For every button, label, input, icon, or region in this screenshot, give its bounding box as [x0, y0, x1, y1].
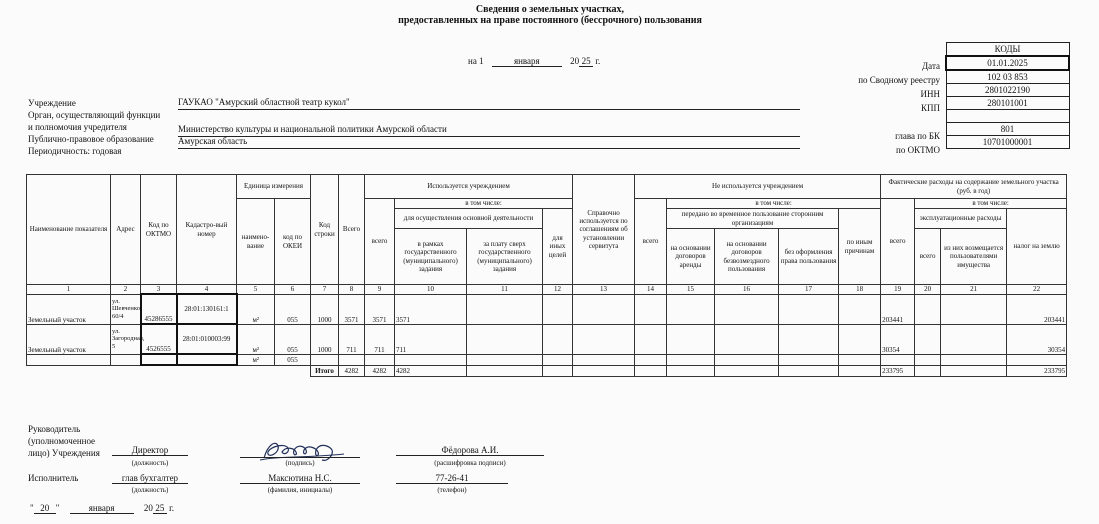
h-not-used-incl: в том числе: — [667, 199, 881, 209]
cell-empty — [111, 354, 141, 365]
code-inn: 2801022190 — [946, 84, 1069, 97]
cell-empty — [543, 365, 573, 376]
cell-empty — [1007, 354, 1067, 365]
uchrezhdenie-value: ГАУКАО "Амурский областной театр кукол" — [178, 97, 800, 110]
row-cadastre: 28:01:010003:99 — [177, 324, 237, 354]
cell-empty — [941, 365, 1007, 376]
sign-date-suffix: г. — [169, 503, 175, 513]
h-land-tax: налог на землю — [1007, 209, 1067, 285]
cell-empty — [635, 324, 667, 354]
code-registry: 102 03 853 — [946, 70, 1069, 84]
row-unit: м² — [237, 294, 275, 324]
year-prefix: 20 — [570, 56, 580, 66]
code-bk: 801 — [946, 123, 1069, 136]
row-state-task: 711 — [395, 324, 467, 354]
col-num: 16 — [715, 285, 779, 295]
exec-name: Максютина Н.С. — [240, 473, 360, 484]
total-land-tax: 233795 — [1007, 365, 1067, 376]
h-used-total: всего — [365, 199, 395, 285]
row-land-tax: 30354 — [1007, 324, 1067, 354]
h-unit-okei: код по ОКЕИ — [275, 199, 311, 285]
cell-empty — [365, 354, 395, 365]
col-num: 2 — [111, 285, 141, 295]
land-plots-table — [26, 174, 1067, 377]
row-okei: 055 — [275, 354, 311, 365]
cell-empty — [667, 294, 715, 324]
quote-open-icon: " — [30, 503, 34, 513]
quote-close-icon: " — [55, 503, 60, 513]
cell-empty — [839, 324, 881, 354]
exec-position-caption: (должность) — [131, 486, 169, 494]
cell-empty — [779, 365, 839, 376]
h-no-rights: без оформления права пользования — [779, 229, 839, 285]
row-address: ул. Загородная, 5 — [111, 324, 141, 354]
code-empty — [946, 110, 1069, 123]
exec-phone: 77-26-41 — [396, 473, 508, 484]
cell-empty — [543, 294, 573, 324]
cell-empty — [715, 354, 779, 365]
col-num: 5 — [237, 285, 275, 295]
h-name: Наименование показателя — [27, 175, 111, 285]
cell-empty — [915, 365, 941, 376]
row-cadastre: 28:01:130161:1 — [177, 294, 237, 324]
col-num: 14 — [635, 285, 667, 295]
head-label-3: лицо) Учреждения — [28, 448, 100, 458]
cell-empty — [915, 294, 941, 324]
codes-table — [945, 42, 1070, 149]
doc-title-line2: предоставленных на праве постоянного (бессрочного) пользования — [398, 15, 702, 26]
h-address: Адрес — [111, 175, 141, 285]
col-num: 3 — [141, 285, 177, 295]
row-oktmo: 4526555 — [141, 324, 177, 354]
col-num: 1 — [27, 285, 111, 295]
cell-empty — [27, 354, 111, 365]
cell-empty — [635, 294, 667, 324]
exec-position: глав бухгалтер — [112, 473, 188, 484]
row-state-task: 3571 — [395, 294, 467, 324]
column-numbers-row — [27, 285, 1067, 295]
row-total: 3571 — [339, 294, 365, 324]
year-suffix: г. — [595, 56, 601, 66]
cell-empty — [467, 324, 543, 354]
date-prefix: на 1 — [468, 56, 484, 66]
code-label-inn: ИНН — [920, 89, 940, 99]
cell-empty — [779, 324, 839, 354]
table-row — [27, 354, 1067, 365]
row-code: 1000 — [311, 324, 339, 354]
h-not-used: Не используется учреждением — [635, 175, 881, 199]
ppo-label: Публично-правовое образование — [28, 134, 154, 144]
sign-date-day: 20 — [34, 503, 56, 514]
h-over-task: за плату сверх государственного (муниципального) задания — [467, 229, 543, 285]
h-state-task: в рамках государственного (муниципального) задания — [395, 229, 467, 285]
organ-label-2: и полномочия учредителя — [28, 122, 127, 132]
row-okei: 055 — [275, 324, 311, 354]
sign-date-line — [30, 503, 174, 514]
cell-empty — [467, 294, 543, 324]
col-num: 11 — [467, 285, 543, 295]
cell-empty — [543, 324, 573, 354]
cell-empty — [667, 324, 715, 354]
cell-empty — [635, 365, 667, 376]
cell-empty — [941, 354, 1007, 365]
cell-empty — [839, 354, 881, 365]
code-kpp: 280101001 — [946, 97, 1069, 110]
position-caption: (должность) — [131, 459, 169, 467]
row-unit: м² — [237, 354, 275, 365]
col-num: 19 — [881, 285, 915, 295]
table-row — [27, 294, 1067, 324]
organ-label-1: Орган, осуществляющий функции — [28, 110, 161, 120]
h-lease: на основании договоров аренды — [667, 229, 715, 285]
cell-empty — [839, 365, 881, 376]
report-year: 25 — [579, 56, 593, 67]
cell-empty — [667, 354, 715, 365]
org-labels — [28, 97, 160, 157]
h-unit: Единица измерения — [237, 175, 311, 199]
report-month: января — [492, 56, 562, 67]
sign-date-year: 25 — [153, 503, 167, 514]
code-label-oktmo: по ОКТМО — [896, 145, 940, 155]
h-not-used-total: всего — [635, 199, 667, 285]
cell-empty — [395, 354, 467, 365]
cell-empty — [573, 354, 635, 365]
row-okei: 055 — [275, 294, 311, 324]
col-num: 4 — [177, 285, 237, 295]
cell-empty — [311, 354, 339, 365]
h-other-reasons: по иным причинам — [839, 209, 881, 285]
doc-title-line1: Сведения о земельных участках, — [475, 4, 625, 15]
cell-empty — [467, 354, 543, 365]
h-expenses — [881, 175, 1067, 199]
sign-date-year-prefix: 20 — [143, 503, 153, 513]
h-reference: Справочно используется по соглашениям об установлении сервитута — [573, 175, 635, 285]
cell-empty — [339, 354, 365, 365]
total-row — [27, 365, 1067, 376]
head-label-1: Руководитель — [28, 424, 81, 434]
h-row-code: Код строки — [311, 175, 339, 285]
col-num: 6 — [275, 285, 311, 295]
row-code: 1000 — [311, 294, 339, 324]
sign-date-month: января — [70, 503, 134, 514]
row-land-tax: 203441 — [1007, 294, 1067, 324]
cell-empty — [779, 354, 839, 365]
head-label-2: (уполномоченное — [28, 436, 96, 446]
col-num: 15 — [667, 285, 715, 295]
code-label-date: Дата — [922, 61, 940, 71]
code-oktmo: 10701000001 — [946, 136, 1069, 149]
code-label-registry: по Сводному реестру — [858, 75, 940, 85]
h-total: Всего — [339, 175, 365, 285]
table-row — [27, 324, 1067, 354]
h-op-reimbursed: из них возмещается пользователями имущества — [941, 229, 1007, 285]
cell-empty — [543, 354, 573, 365]
h-used-incl: в том числе: — [395, 199, 573, 209]
row-total: 711 — [339, 324, 365, 354]
cell-empty — [715, 294, 779, 324]
h-other-goals: для иных целей — [543, 209, 573, 285]
h-exp-total: всего — [881, 199, 915, 285]
head-position: Директор — [112, 445, 188, 456]
col-num: 7 — [311, 285, 339, 295]
cell-empty — [667, 365, 715, 376]
col-num: 10 — [395, 285, 467, 295]
h-unit-name: наимено-вание — [237, 199, 275, 285]
col-num: 21 — [941, 285, 1007, 295]
fio-caption: (фамилия, инициалы) — [267, 486, 333, 494]
cell-empty — [915, 354, 941, 365]
cell-empty — [715, 365, 779, 376]
cell-empty — [573, 294, 635, 324]
cell-empty — [177, 354, 237, 365]
h-op-total: всего — [915, 229, 941, 285]
cell-empty — [915, 324, 941, 354]
name-caption: (расшифровка подписи) — [434, 459, 506, 467]
sign-caption: (подпись) — [285, 459, 315, 467]
cell-empty — [779, 294, 839, 324]
total-exp: 233795 — [881, 365, 915, 376]
cell-empty — [941, 324, 1007, 354]
period-label: Периодичность: годовая — [28, 146, 122, 156]
head-name: Фёдорова А.И. — [396, 445, 544, 456]
cell-empty — [141, 354, 177, 365]
h-oktmo: Код по ОКТМО — [141, 175, 177, 285]
row-address: ул. Шевченко 60/4 — [111, 294, 141, 324]
total-state-task: 4282 — [395, 365, 467, 376]
organ-value: Министерство культуры и национальной политики Амурской области — [178, 124, 800, 137]
h-free-use: на основании договоров безвозмездного пользования — [715, 229, 779, 285]
h-transferred: передано во временное пользование сторонним организациям — [667, 209, 839, 229]
col-num: 18 — [839, 285, 881, 295]
exec-label: Исполнитель — [28, 473, 79, 483]
cell-empty — [941, 294, 1007, 324]
cell-empty — [881, 354, 915, 365]
cell-empty — [839, 294, 881, 324]
phone-caption: (телефон) — [437, 486, 467, 494]
uchrezhdenie-label: Учреждение — [28, 98, 76, 108]
total-sum: 4282 — [339, 365, 365, 376]
col-num: 8 — [339, 285, 365, 295]
doc-title — [300, 4, 800, 26]
ppo-value: Амурская область — [178, 136, 800, 149]
col-num: 20 — [915, 285, 941, 295]
col-num: 17 — [779, 285, 839, 295]
cell-empty — [573, 365, 635, 376]
row-name: Земельный участок — [27, 324, 111, 354]
col-num: 13 — [573, 285, 635, 295]
codes-labels — [800, 59, 940, 157]
h-expenses-unit: (руб. в год) — [957, 186, 991, 195]
row-exp-total: 203441 — [881, 294, 915, 324]
row-unit: м² — [237, 324, 275, 354]
cell-empty — [573, 324, 635, 354]
code-date: 01.01.2025 — [946, 56, 1069, 70]
signature-line — [240, 456, 360, 458]
h-expenses-label: Фактические расходы на содержание земельного участка — [888, 178, 1059, 187]
col-num: 9 — [365, 285, 395, 295]
codes-header: КОДЫ — [946, 43, 1069, 57]
row-used-total: 3571 — [365, 294, 395, 324]
code-label-bk: глава по БК — [895, 131, 940, 141]
total-label: Итого — [311, 365, 339, 376]
h-cadastre: Кадастро-вый номер — [177, 175, 237, 285]
h-used: Используется учреждением — [365, 175, 573, 199]
col-num: 12 — [543, 285, 573, 295]
total-used: 4282 — [365, 365, 395, 376]
cell-empty — [467, 365, 543, 376]
row-oktmo: 45286555 — [141, 294, 177, 324]
code-label-empty — [800, 115, 940, 129]
head-label — [28, 423, 100, 459]
report-date-line — [468, 56, 600, 67]
col-num: 22 — [1007, 285, 1067, 295]
code-label-kpp: КПП — [920, 103, 940, 113]
h-exp-incl: в том числе: — [915, 199, 1067, 209]
row-name: Земельный участок — [27, 294, 111, 324]
row-used-total: 711 — [365, 324, 395, 354]
cell-empty — [635, 354, 667, 365]
row-exp-total: 30354 — [881, 324, 915, 354]
cell-empty — [715, 324, 779, 354]
h-operating: эксплуатационные расходы — [915, 209, 1007, 229]
h-for-main: для осуществления основной деятельности — [395, 209, 543, 229]
total-label-cell — [27, 365, 311, 376]
